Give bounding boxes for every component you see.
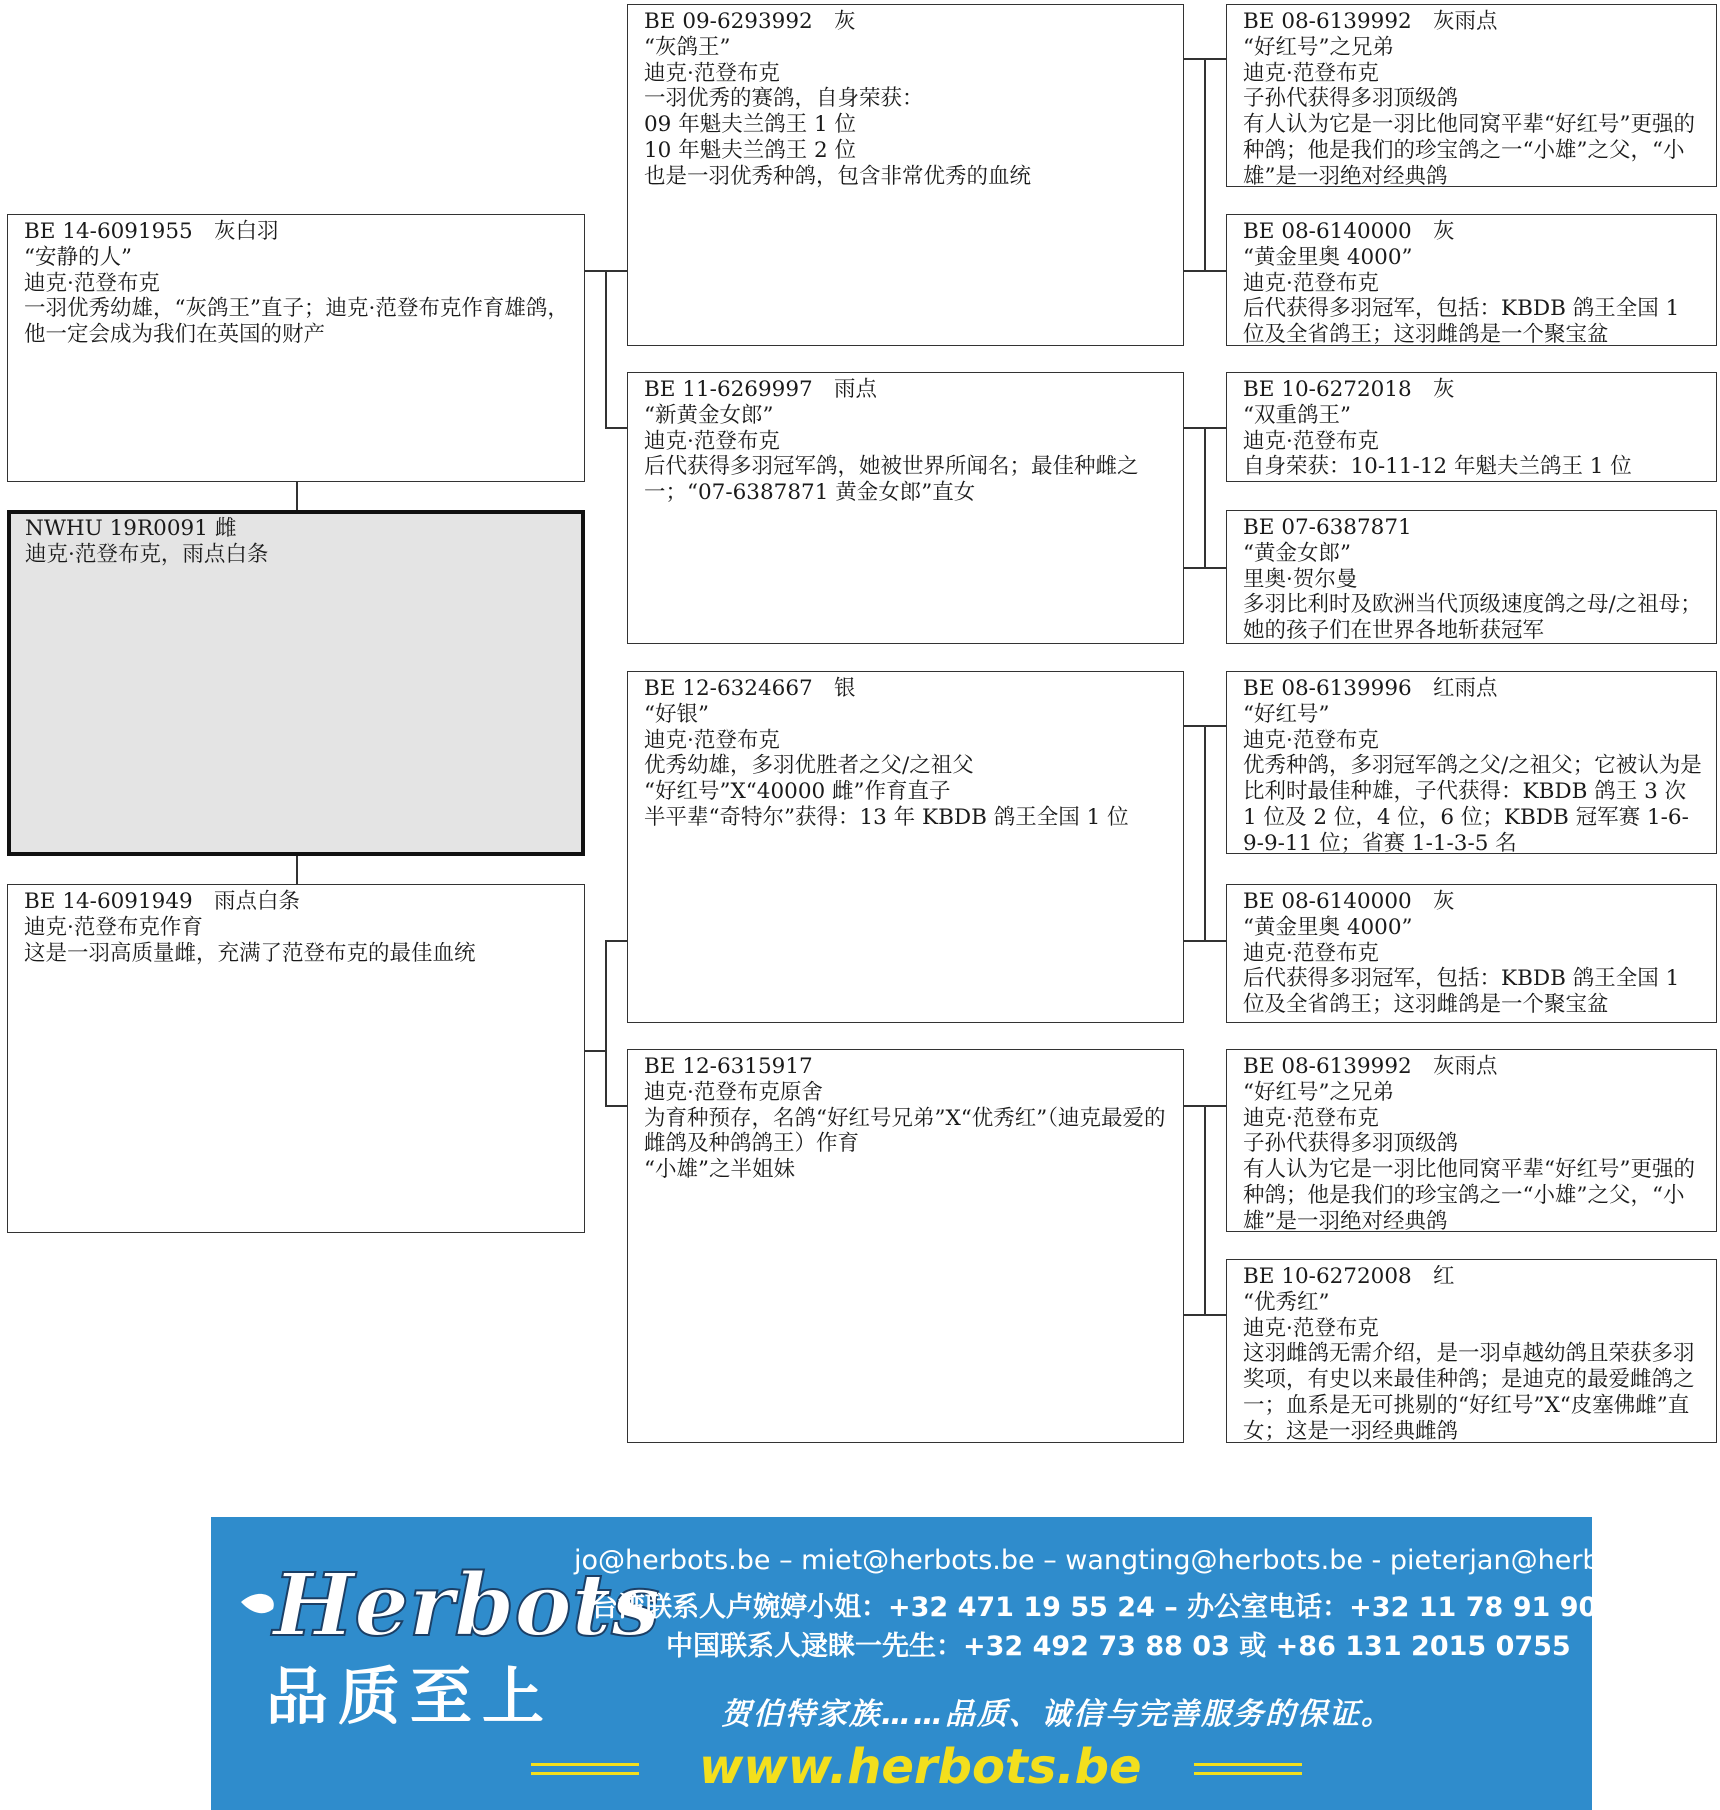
sire-sire-sire-card [1226, 4, 1717, 187]
card-line: 里奥·贺尔曼 [1243, 566, 1358, 592]
card-line: “小雄”之半姐妹 [644, 1157, 795, 1183]
ring-number: BE 08-6139992 [1243, 1054, 1412, 1079]
card-line: 为育种预存，名鸽“好红号兄弟”X“优秀红”（迪克最爱的雌鸽及种鸽鸽王）作育 [644, 1105, 1166, 1157]
china-contact: 中国联系人逯睐一先生：+32 492 73 88 03 或 +86 131 2015 0755 [666, 1631, 1571, 1662]
card-header [1243, 515, 1706, 541]
card-line: “好红号”之兄弟 [1243, 34, 1394, 60]
sire-sire-dam-card [1226, 214, 1717, 346]
card-line: 迪克·范登布克作育 [24, 914, 203, 940]
ring-number: BE 08-6140000 [1243, 889, 1412, 914]
card-header [1243, 1264, 1706, 1290]
card-line: “好红号”之兄弟 [1243, 1079, 1394, 1105]
card-line: 这是一羽高质量雌，充满了范登布克的最佳血统 [24, 940, 476, 966]
card-line: 优秀幼雄，多羽优胜者之父/之祖父 [644, 753, 974, 779]
ring-number: BE 07-6387871 [1243, 515, 1412, 540]
card-line: 子孙代获得多羽顶级鸽 [1243, 1131, 1459, 1157]
ring-number: BE 09-6293992 [644, 9, 813, 34]
plumage-color: 银 [834, 676, 856, 701]
connector-ss-b [1184, 270, 1226, 272]
sire-sire-card [627, 4, 1184, 346]
connector-ds-b [1184, 940, 1226, 942]
card-line: 一羽优秀幼雄，“灰鸽王”直子；迪克·范登布克作育雄鸽，他一定会成为我们在英国的财产 [24, 296, 569, 348]
card-line: 迪克·范登布克 [24, 270, 160, 296]
card-header [1243, 676, 1706, 702]
url-decoration-right-2 [1194, 1772, 1302, 1775]
card-line: 一羽优秀的赛鸽，自身荣获： [644, 86, 924, 112]
dam-sire-dam-card [1226, 884, 1717, 1023]
ring-number: BE 12-6315917 [644, 1054, 813, 1079]
card-header [25, 516, 571, 542]
url-decoration-right [1194, 1763, 1302, 1766]
card-header [24, 889, 574, 915]
connector-dd-b [1184, 1314, 1226, 1316]
email-list[interactable]: jo@herbots.be – miet@herbots.be – wangting@herbots.be - pieterjan@herbots.be [574, 1545, 1684, 1576]
connector-dam-to-dd [605, 1105, 627, 1107]
connector-dam-to-ds [605, 940, 627, 942]
plumage-color: 灰雨点 [1433, 1054, 1498, 1079]
ring-number: BE 08-6140000 [1243, 219, 1412, 244]
card-line: 迪克·范登布克 [1243, 428, 1379, 454]
connector-dd-a [1184, 1105, 1226, 1107]
ring-number: BE 08-6139996 [1243, 676, 1412, 701]
connector-ds-v [1204, 725, 1206, 940]
card-header [644, 9, 1173, 35]
connector-sire-to-ss [605, 270, 627, 272]
plumage-color: 灰 [1433, 219, 1455, 244]
connector-sire-h [585, 270, 606, 272]
ring-number: BE 08-6139992 [1243, 9, 1412, 34]
card-line: 迪克·范登布克 [644, 727, 780, 753]
ring-number: BE 11-6269997 [644, 377, 813, 402]
card-line: “黄金里奥 4000” [1243, 914, 1413, 940]
plumage-color: 灰 [834, 9, 856, 34]
dam-sire-card [627, 671, 1184, 1023]
card-line: 后代获得多羽冠军，包括：KBDB 鸽王全国 1 位及全省鸽王；这羽雌鸽是一个聚宝盆 [1243, 966, 1687, 1018]
dam-dam-card [627, 1049, 1184, 1443]
card-line: “灰鸽王” [644, 34, 731, 60]
card-line: 迪克·范登布克 [1243, 1105, 1379, 1131]
ring-number: BE 12-6324667 [644, 676, 813, 701]
card-line: 迪克·范登布克 [1243, 270, 1379, 296]
card-line: 迪克·范登布克 [1243, 727, 1379, 753]
card-line: 迪克·范登布克，雨点白条 [25, 541, 269, 567]
plumage-color: 红 [1433, 1264, 1455, 1289]
plumage-color: 红雨点 [1433, 676, 1498, 701]
connector-sire-v [605, 270, 607, 428]
connector-dam-v [605, 940, 607, 1106]
card-line: “黄金里奥 4000” [1243, 244, 1413, 270]
sire-card [7, 214, 585, 482]
connector-ds-a [1184, 725, 1226, 727]
card-line: 半平辈“奇特尔”获得：13 年 KBDB 鸽王全国 1 位 [644, 804, 1129, 830]
sire-dam-card [627, 372, 1184, 644]
ring-number: BE 14-6091949 [24, 889, 193, 914]
plumage-color: 灰雨点 [1433, 9, 1498, 34]
card-header [24, 219, 574, 245]
card-line: 迪克·范登布克 [644, 60, 780, 86]
card-header [1243, 377, 1706, 403]
herbots-logo [233, 1547, 660, 1657]
card-line: 这羽雌鸽无需介绍，是一羽卓越幼鸽且荣获多羽奖项，有史以来最佳种鸽；是迪克的最爱雌鸽之一；血系是无可挑剔的“好红号”X“皮塞佛雌”直女；这是一羽经典雌鸽 [1243, 1341, 1695, 1444]
dam-dam-sire-card [1226, 1049, 1717, 1232]
card-line: 后代获得多羽冠军鸽，她被世界所闻名；最佳种雌之一；“07-6387871 黄金女郎”直女 [644, 454, 1139, 506]
card-header [644, 1054, 1173, 1080]
connector-sd-b [1184, 567, 1226, 569]
card-line: “好红号”X“40000 雌”作育直子 [644, 779, 951, 805]
card-line: 自身荣获：10-11-12 年魁夫兰鸽王 1 位 [1243, 454, 1632, 480]
card-line: 迪克·范登布克原舍 [644, 1079, 823, 1105]
plumage-color: 灰 [1433, 377, 1455, 402]
plumage-color: 灰白羽 [214, 219, 279, 244]
dam-card [7, 884, 585, 1233]
card-line: 迪克·范登布克 [644, 428, 780, 454]
url-decoration-left [531, 1763, 639, 1766]
card-line: “优秀红” [1243, 1289, 1330, 1315]
plumage-color: 雨点 [834, 377, 878, 402]
logo-wordmark: Herbots [273, 1555, 660, 1656]
subject-card [7, 510, 585, 856]
url-decoration-left-2 [531, 1772, 639, 1775]
taiwan-contact: 台湾联系人卢婉婷小姐：+32 471 19 55 24 – 办公室电话：+32 11 78 91 90 [591, 1592, 1598, 1623]
ring-number: BE 10-6272018 [1243, 377, 1412, 402]
family-slogan: 贺伯特家族……品质、诚信与完善服务的保证。 [721, 1697, 1393, 1732]
card-header [1243, 219, 1706, 245]
card-line: 有人认为它是一羽比他同窝平辈“好红号”更强的种鸽；他是我们的珍宝鸽之一“小雄”之父，“小雄”是一羽绝对经典鸽 [1243, 1157, 1695, 1234]
card-line: 后代获得多羽冠军，包括：KBDB 鸽王全国 1 位及全省鸽王；这羽雌鸽是一个聚宝盆 [1243, 296, 1687, 348]
connector-sire-to-sd [605, 427, 627, 429]
connector-dam-h [585, 1050, 606, 1052]
logo-slogan: 品质至上 [266, 1660, 555, 1733]
card-header [644, 377, 1173, 403]
card-line: 09 年魁夫兰鸽王 1 位 [644, 112, 857, 138]
connector-sd-v [1204, 427, 1206, 568]
card-line: “双重鸽王” [1243, 402, 1351, 428]
website-link[interactable]: www.herbots.be [699, 1739, 1142, 1795]
card-line: “好银” [644, 701, 709, 727]
plumage-color: 灰 [1433, 889, 1455, 914]
card-line: “安静的人” [24, 244, 132, 270]
connector-ss-a [1184, 58, 1226, 60]
plumage-color: 雌 [215, 516, 237, 541]
ring-number: BE 14-6091955 [24, 219, 193, 244]
dam-dam-dam-card [1226, 1259, 1717, 1443]
ring-number: NWHU 19R0091 [25, 516, 208, 541]
connector-ss-v [1204, 58, 1206, 270]
dam-sire-sire-card [1226, 671, 1717, 854]
card-line: 迪克·范登布克 [1243, 1315, 1379, 1341]
card-line: 也是一羽优秀种鸽，包含非常优秀的血统 [644, 163, 1032, 189]
card-header [644, 676, 1173, 702]
card-line: 有人认为它是一羽比他同窝平辈“好红号”更强的种鸽；他是我们的珍宝鸽之一“小雄”之父，“小雄”是一羽绝对经典鸽 [1243, 112, 1695, 189]
card-line: “新黄金女郎” [644, 402, 774, 428]
card-header [1243, 1054, 1706, 1080]
sire-dam-dam-card [1226, 510, 1717, 644]
card-line: 子孙代获得多羽顶级鸽 [1243, 86, 1459, 112]
connector-sd-a [1184, 427, 1226, 429]
card-line: 10 年魁夫兰鸽王 2 位 [644, 137, 857, 163]
card-line: “好红号” [1243, 701, 1330, 727]
card-line: “黄金女郎” [1243, 540, 1351, 566]
card-line: 迪克·范登布克 [1243, 940, 1379, 966]
card-line: 迪克·范登布克 [1243, 60, 1379, 86]
contact-banner [211, 1517, 1684, 1810]
ring-number: BE 10-6272008 [1243, 1264, 1412, 1289]
connector-dd-v [1204, 1105, 1206, 1315]
connector-subject-dam [296, 856, 298, 884]
card-line: 优秀种鸽，多羽冠军鸽之父/之祖父；它被认为是比利时最佳种雄，子代获得：KBDB 鸽王 3 次 1 位及 2 位，4 位，6 位；KBDB 冠军赛 1-6-9-9-11 位；省赛 1-1-3-5 名 [1243, 753, 1702, 856]
card-header [1243, 889, 1706, 915]
connector-subject-sire [296, 482, 298, 510]
card-line: 多羽比利时及欧洲当代顶级速度鸽之母/之祖母；她的孩子们在世界各地斩获冠军 [1243, 592, 1702, 644]
card-header [1243, 9, 1706, 35]
sire-dam-sire-card [1226, 372, 1717, 482]
plumage-color: 雨点白条 [214, 889, 301, 914]
